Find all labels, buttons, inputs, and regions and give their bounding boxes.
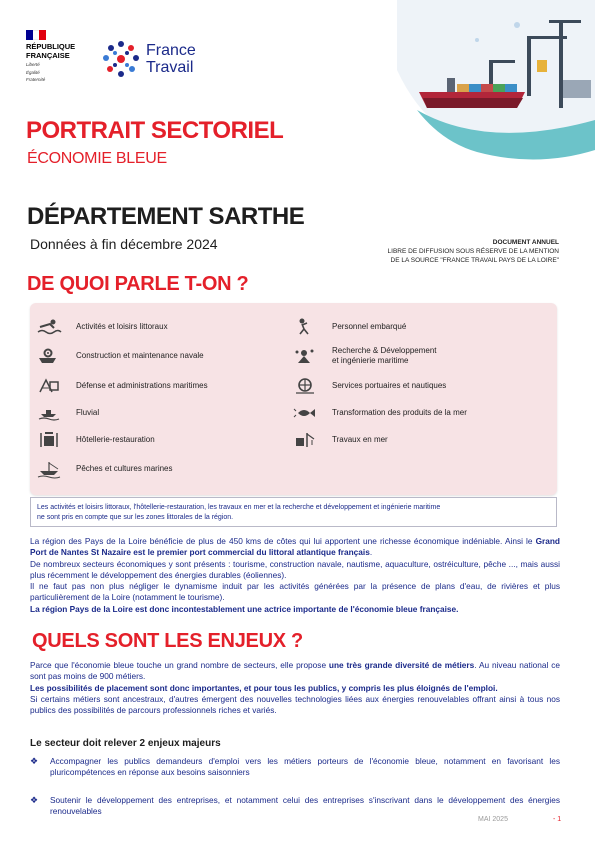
sector-label: Services portuaires et nautiques: [332, 381, 447, 390]
republique-name-line1: RÉPUBLIQUE: [26, 42, 76, 51]
republique-motto-line2: Égalité: [26, 69, 40, 75]
stake-bullet-text: Soutenir le développement des entreprises, et notamment celui des entreprises s'inscrivant dans le développement des énergies renouvelables: [50, 795, 560, 817]
stakes-p1-bold: une très grande diversité de métiers: [328, 660, 475, 670]
france-travail-logo: [100, 38, 196, 80]
sector-label: Personnel embarqué: [332, 322, 407, 331]
sector-item: [292, 317, 406, 337]
stakes-p1-end: . Au niveau national ce sont pas moins de 900 métiers.: [30, 660, 560, 682]
sector-label: Fluvial: [76, 408, 100, 417]
sectors-box: [30, 303, 557, 495]
sector-item: [36, 430, 155, 450]
port-services-icon: [292, 376, 318, 396]
sector-item: [36, 403, 99, 423]
stakes-paragraph-3: Si certains métiers sont ancestraux, d'autres émergent des nouvelles technologies liées aux énergies renouvelables offrant ainsi à tous nos publics des possibilités de parcours professionnels riches et variés.: [30, 693, 560, 716]
stakes-text: [30, 660, 560, 716]
intro-text: [30, 536, 560, 615]
stakes-subheading: Le secteur doit relever 2 enjeux majeurs: [30, 738, 221, 749]
fishing-boat-icon: [36, 459, 62, 479]
research-icon: [292, 346, 318, 366]
scope-note-line2: ne sont pris en compte que sur les zones littorales de la région.: [37, 514, 234, 521]
sector-label: Pêches et cultures marines: [76, 464, 173, 473]
france-travail-name-line1: France: [146, 42, 196, 59]
data-date: Données à fin décembre 2024: [30, 236, 218, 252]
river-boat-icon: [36, 403, 62, 423]
sector-item: [292, 346, 437, 366]
republique-motto-line1: Liberté: [26, 62, 40, 67]
france-travail-name-line2: Travail: [146, 59, 194, 76]
intro-paragraph-3: Il ne faut pas non plus négliger le dynamisme induit par les activités générées par la présence de plans d'eau, de rivières et plus particulièrement de la Loire (notamment le tourisme).: [30, 581, 560, 603]
sector-item: [36, 459, 173, 479]
french-flag-icon: [26, 30, 46, 40]
intro-p1-bold: Grand Port de Nantes St Nazaire est le premier port commercial du littoral atlantique français: [30, 536, 560, 558]
sector-item: [292, 430, 388, 450]
swimmer-icon: [36, 317, 62, 337]
republique-motto-line3: Fraternité: [26, 77, 46, 82]
department-title: DÉPARTEMENT SARTHE: [27, 203, 305, 230]
stakes-p2-bold: Les possibilités de placement sont donc importantes, et pour tous les publics, y compris les plus éloignés de l'emploi.: [30, 682, 498, 693]
diamond-bullet-icon: ❖: [30, 795, 39, 805]
stakes-paragraph-2: [30, 683, 560, 694]
section-title-what: DE QUOI PARLE T-ON ?: [27, 273, 249, 295]
sector-label: Hôtellerie-restauration: [76, 435, 155, 444]
sector-label: Défense et administrations maritimes: [76, 381, 208, 390]
intro-p4-bold: La région Pays de la Loire est donc incontestablement une actrice importante de l'économie bleue française.: [30, 603, 459, 614]
diamond-bullet-icon: ❖: [30, 756, 39, 766]
page-title: PORTRAIT SECTORIEL: [26, 117, 284, 144]
sector-label: [332, 346, 437, 366]
defense-icon: [36, 376, 62, 396]
stake-bullet: [30, 756, 560, 779]
france-travail-dots-icon: [100, 38, 142, 80]
sector-label-line1: Recherche & Développement: [332, 346, 437, 355]
stake-bullet-text: Accompagner les publics demandeurs d'emploi vers les métiers porteurs de l'économie bleue, notamment en favorisant les pluricompétences en réponse aux besoins saisonniers: [50, 756, 560, 778]
sector-label: Construction et maintenance navale: [76, 351, 204, 360]
fish-processing-icon: [292, 403, 318, 423]
scope-note-line1: Les activités et loisirs littoraux, l'hôtellerie-restauration, les travaux en mer et la recherche et développement et ingénierie maritime: [37, 504, 441, 511]
intro-p1-text: La région des Pays de la Loire bénéficie de plus de 450 kms de côtes qui lui apportent une richesse économique indéniable. Ainsi le: [30, 536, 536, 546]
republique-name-line2: FRANÇAISE: [26, 50, 70, 60]
stake-bullet: [30, 795, 560, 818]
intro-p1-end: .: [369, 547, 373, 558]
restaurant-icon: [36, 430, 62, 450]
section-title-stakes: QUELS SONT LES ENJEUX ?: [32, 630, 303, 652]
page-subtitle: ÉCONOMIE BLEUE: [27, 150, 167, 167]
sector-item: [292, 403, 467, 423]
page-number: - 1: [553, 816, 562, 823]
sector-item: [292, 376, 446, 396]
sector-label-line2: et ingénierie maritime: [332, 356, 409, 365]
stakes-paragraph-1: [30, 660, 560, 683]
footer-date: MAI 2025: [478, 816, 508, 823]
doc-note-line2: LIBRE DE DIFFUSION SOUS RÉSERVE DE LA MENTION: [387, 248, 559, 255]
intro-paragraph-4: [30, 604, 560, 615]
sector-item: [36, 376, 208, 396]
intro-paragraph-2: De nombreux secteurs économiques y sont présents : tourisme, construction navale, nautisme, aquaculture, ostréiculture, pêche ..., mais aussi plus récemment le développement des énergies durables (éoliennes).: [30, 558, 560, 580]
crew-icon: [292, 317, 318, 337]
sector-item: [36, 317, 168, 337]
offshore-works-icon: [292, 430, 318, 450]
republique-francaise-logo: [26, 30, 96, 83]
doc-note-line1: DOCUMENT ANNUEL: [492, 239, 559, 246]
sector-label: Travaux en mer: [332, 435, 388, 444]
ship-gear-icon: [36, 346, 62, 366]
port-illustration: [377, 0, 595, 160]
doc-note-line3: DE LA SOURCE "FRANCE TRAVAIL PAYS DE LA LOIRE": [390, 257, 559, 264]
sector-item: [36, 346, 204, 366]
scope-note-box: [30, 497, 557, 527]
sector-label: Transformation des produits de la mer: [332, 408, 467, 417]
stakes-p1-text: Parce que l'économie bleue touche un grand nombre de secteurs, elle propose: [30, 660, 329, 670]
intro-paragraph-1: [30, 536, 560, 559]
document-note: [388, 238, 559, 265]
sector-label: Activités et loisirs littoraux: [76, 322, 168, 331]
